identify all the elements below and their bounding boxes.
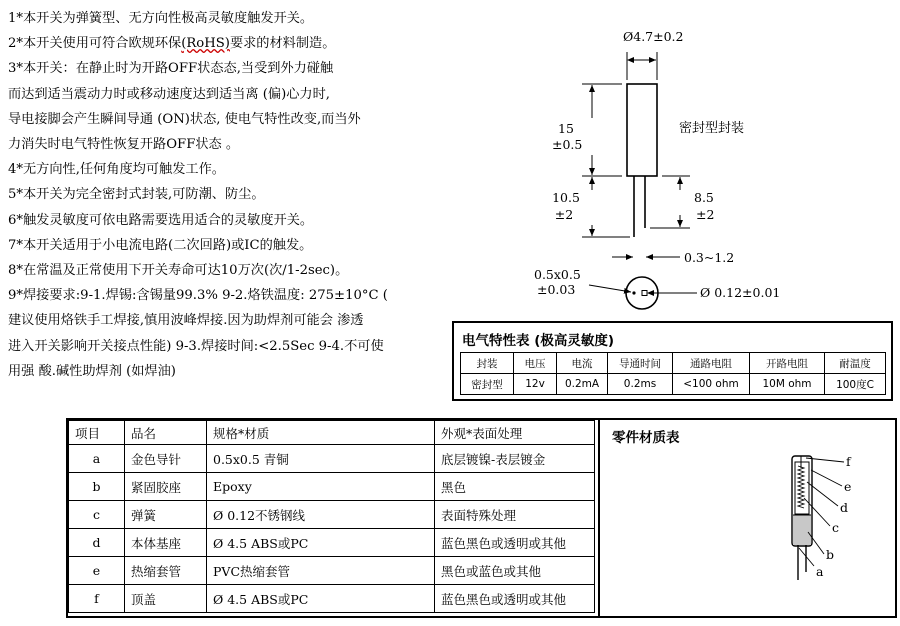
note-line: 力消失时电气特性恢复开路OFF状态 。 — [8, 137, 240, 153]
parts-label-f: f — [846, 454, 851, 469]
dia-label: Ø4.7±0.2 — [623, 29, 684, 44]
note-line-suffix: 要求的材料制造。 — [229, 36, 336, 52]
parts-base — [793, 515, 811, 545]
note-line: 建议使用烙铁手工焊接,慎用波峰焊接.因为助焊剂可能会 渗透 — [8, 313, 364, 329]
parts-housing — [795, 462, 809, 514]
lead-tol-label: ±2 — [554, 207, 574, 222]
materials-cell: b — [69, 473, 125, 501]
electrical-data-row — [461, 374, 886, 395]
note-line: 导电接脚会产生瞬间导通 (ON)状态, 使电气特性改变,而当外 — [8, 111, 361, 127]
materials-cell: 顶盖 — [125, 585, 207, 613]
materials-cell: Ø 4.5 ABS或PC — [207, 585, 435, 613]
parts-title: 零件材质表 — [612, 430, 680, 446]
materials-row — [69, 529, 595, 557]
materials-cell: 蓝色黑色或透明或其他 — [435, 585, 595, 613]
parts-label-c: c — [832, 520, 840, 535]
parts-label-d: d — [840, 500, 849, 515]
materials-table — [68, 420, 595, 613]
parts-label-e: e — [844, 479, 852, 494]
electrical-header-cell: 开路电阻 — [750, 353, 825, 374]
materials-cell: f — [69, 585, 125, 613]
package-label: 密封型封装 — [679, 121, 745, 136]
body-len-label: 15 — [558, 121, 574, 136]
electrical-cell: 密封型 — [461, 374, 514, 395]
parts-diagram — [600, 420, 895, 616]
bottom-view-dot — [632, 291, 635, 294]
materials-cell: e — [69, 557, 125, 585]
materials-cell: 0.5x0.5 青铜 — [207, 445, 435, 473]
materials-cell: PVC热缩套管 — [207, 557, 435, 585]
note-line: 而达到适当震动力时或移动速度达到适当离 (偏)心力时, — [8, 86, 330, 102]
materials-cell: c — [69, 501, 125, 529]
parts-label-b: b — [826, 547, 835, 562]
materials-row — [69, 501, 595, 529]
pin-size-label: 0.5x0.5 — [534, 267, 581, 282]
pin-size-tol-label: ±0.03 — [537, 282, 576, 297]
note-line-prefix: 2*本开关使用可符合欧规环保 — [8, 36, 182, 52]
materials-cell: 底层镀镍-表层镀金 — [435, 445, 595, 473]
parts-label-a: a — [816, 564, 824, 579]
electrical-header-row — [461, 353, 886, 374]
parts-panel — [598, 420, 895, 616]
wire-dia-label: Ø 0.12±0.01 — [700, 285, 781, 300]
parts-spring — [798, 466, 804, 508]
electrical-cell: 0.2mA — [557, 374, 608, 395]
note-line: 5*本开关为完全密封式封装,可防潮、防尘。 — [8, 187, 265, 203]
electrical-header-cell: 电压 — [514, 353, 557, 374]
body-tol-label: ±0.5 — [552, 137, 583, 152]
materials-cell: 表面特殊处理 — [435, 501, 595, 529]
materials-cell: d — [69, 529, 125, 557]
pin-size-leader — [589, 285, 631, 292]
materials-header-cell: 项目 — [69, 421, 125, 445]
note-line: 用强 酸.碱性助焊剂 (如焊油) — [8, 363, 176, 379]
note-line: 7*本开关适用于小电流电路(二次回路)或IC的触发。 — [8, 237, 313, 253]
materials-cell: 热缩套管 — [125, 557, 207, 585]
materials-cell: Epoxy — [207, 473, 435, 501]
lead2-len-label: 8.5 — [694, 190, 714, 205]
note-line: 1*本开关为弹簧型、无方向性极高灵敏度触发开关。 — [8, 11, 314, 26]
rohs-text: (RoHS) — [181, 36, 230, 52]
materials-header-cell: 品名 — [125, 421, 207, 445]
switch-body — [627, 84, 657, 176]
materials-cell: 本体基座 — [125, 529, 207, 557]
electrical-cell: 12v — [514, 374, 557, 395]
electrical-table — [452, 321, 893, 401]
lead-len-label: 10.5 — [552, 190, 580, 205]
materials-cell: 金色导针 — [125, 445, 207, 473]
electrical-header-cell: 通路电阻 — [673, 353, 750, 374]
pin-pitch-label: 0.3~1.2 — [684, 250, 735, 265]
note-line: 8*在常温及正常使用下开关寿命可达10万次(次/1-2sec)。 — [8, 263, 349, 279]
materials-cell: a — [69, 445, 125, 473]
electrical-cell: <100 ohm — [673, 374, 750, 395]
materials-row — [69, 445, 595, 473]
note-line: 进入开关影响开关接点性能) 9-3.焊接时间:<2.5Sec 9-4.不可使 — [8, 338, 384, 354]
materials-row — [69, 473, 595, 501]
materials-cell: Ø 4.5 ABS或PC — [207, 529, 435, 557]
note-line: 9*焊接要求:9-1.焊锡:含锡量99.3% 9-2.烙铁温度: 275±10°C ( — [8, 288, 388, 304]
electrical-header-cell: 电流 — [557, 353, 608, 374]
note-line: 4*无方向性,任何角度均可触发工作。 — [8, 162, 225, 178]
electrical-header-cell: 耐温度 — [825, 353, 886, 374]
materials-cell: Ø 0.12不锈钢线 — [207, 501, 435, 529]
electrical-cell: 100度C — [825, 374, 886, 395]
electrical-header-cell: 封装 — [461, 353, 514, 374]
materials-header-row — [69, 421, 595, 445]
electrical-header-cell: 导通时间 — [608, 353, 673, 374]
materials-cell: 蓝色黑色或透明或其他 — [435, 529, 595, 557]
materials-cell: 黑色 — [435, 473, 595, 501]
materials-cell: 黑色或蓝色或其他 — [435, 557, 595, 585]
note-line: 3*本开关：在静止时为开路OFF状态态,当受到外力碰触 — [8, 61, 334, 77]
materials-cell: 弹簧 — [125, 501, 207, 529]
electrical-cell: 0.2ms — [608, 374, 673, 395]
materials-row — [69, 585, 595, 613]
materials-row — [69, 557, 595, 585]
materials-header-cell: 规格*材质 — [207, 421, 435, 445]
materials-header-cell: 外观*表面处理 — [435, 421, 595, 445]
electrical-cell: 10M ohm — [750, 374, 825, 395]
electrical-table-title: 电气特性表 (极高灵敏度) — [462, 333, 615, 349]
lead2-tol-label: ±2 — [696, 207, 715, 222]
materials-cell: 紧固胶座 — [125, 473, 207, 501]
electrical-grid — [460, 352, 886, 395]
note-line: 6*触发灵敏度可依电路需要选用适合的灵敏度开关。 — [8, 212, 314, 228]
